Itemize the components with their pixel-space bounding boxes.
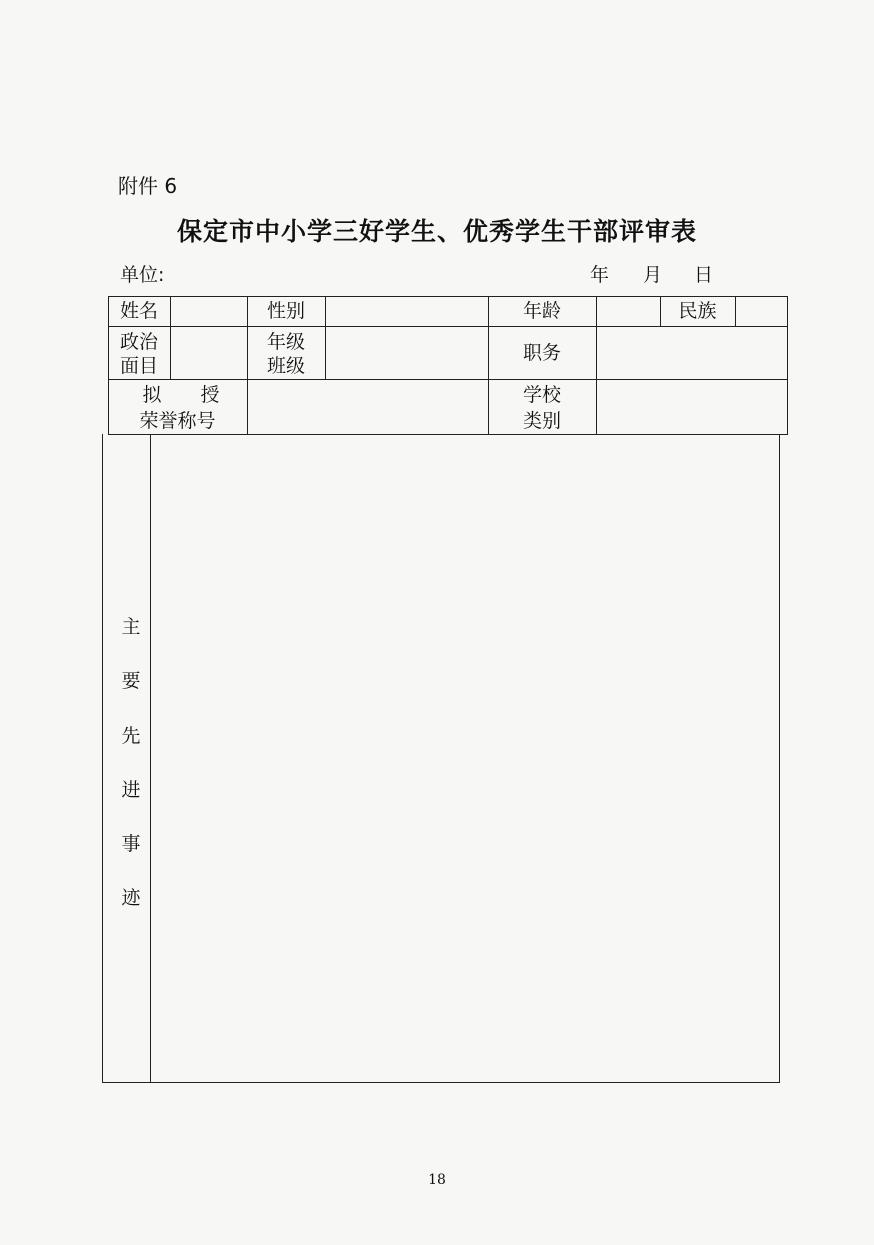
table-rule — [488, 296, 489, 434]
deeds-label-char: 迹 — [121, 887, 141, 909]
table-rule — [596, 296, 597, 434]
table-rule — [170, 326, 787, 327]
table-rule — [170, 296, 171, 379]
deeds-label-char: 先 — [121, 725, 141, 747]
table-border — [108, 296, 788, 297]
table-rule — [108, 434, 788, 435]
date-day: 日 — [694, 264, 714, 286]
table-rule — [735, 296, 736, 326]
political-label-line2: 面目 — [119, 355, 158, 377]
gender-label: 性别 — [266, 300, 305, 322]
table-border — [108, 296, 109, 434]
school-label-line1: 学校 — [522, 384, 561, 406]
deeds-label-char: 进 — [121, 779, 141, 801]
table-border — [102, 1082, 780, 1083]
table-border — [102, 434, 103, 1083]
form-title: 保定市中小学三好学生、优秀学生干部评审表 — [176, 217, 697, 246]
date-month: 月 — [643, 264, 663, 286]
table-border — [779, 434, 780, 1083]
ethnicity-label: 民族 — [678, 300, 717, 322]
grade-label-line1: 年级 — [266, 331, 305, 353]
name-label: 姓名 — [119, 300, 158, 322]
grade-label-line2: 班级 — [266, 355, 305, 377]
deeds-label-char: 主 — [121, 616, 141, 638]
honor-label-char2: 授 — [200, 384, 220, 406]
table-rule — [108, 379, 788, 380]
deeds-label-char: 要 — [121, 670, 141, 692]
table-rule — [150, 434, 151, 1083]
table-rule — [247, 296, 248, 434]
page-number: 18 — [428, 1172, 446, 1188]
political-label-line1: 政治 — [119, 331, 158, 353]
deeds-label-char: 事 — [121, 833, 141, 855]
honor-label-char1: 拟 — [142, 384, 162, 406]
school-label-line2: 类别 — [522, 410, 561, 432]
table-rule — [325, 296, 326, 379]
unit-label: 单位: — [120, 264, 165, 286]
attachment-label: 附件 6 — [118, 174, 178, 198]
age-label: 年龄 — [522, 300, 561, 322]
table-border — [787, 296, 788, 434]
position-label: 职务 — [522, 342, 561, 364]
table-rule — [660, 296, 661, 326]
honor-label-line2: 荣誉称号 — [139, 410, 216, 432]
table-rule — [108, 326, 170, 327]
date-year: 年 — [590, 264, 610, 286]
